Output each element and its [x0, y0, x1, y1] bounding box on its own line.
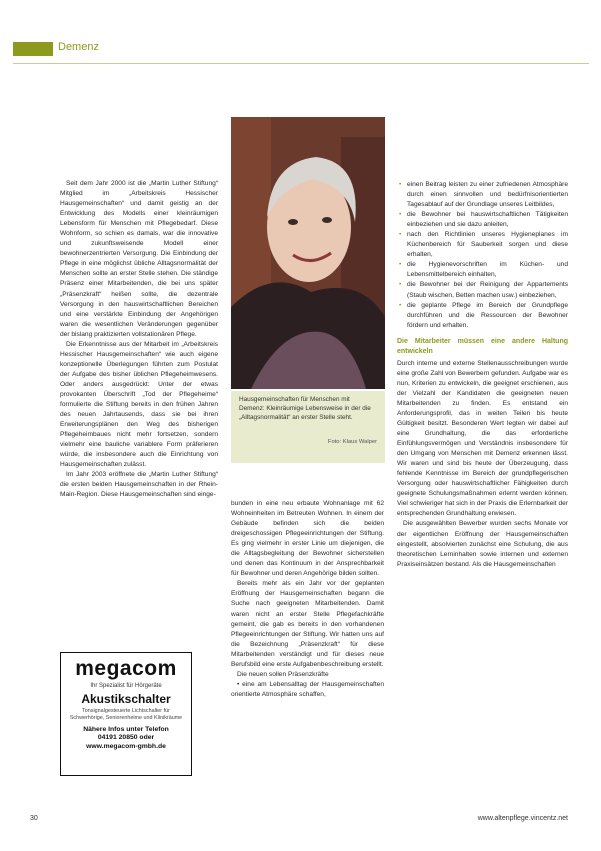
- paragraph: Die ausgewählten Bewerber wurden sechs Monate vor der eigentlichen Eröffnung der Hausgemeinschaften eingestellt, absolvierten zunächst eine Schulung, die aus theoretischen Lerninhalten sowie internen und externen Praxiseinsätzen bestand. Als die Hausgemeinschaften: [397, 520, 568, 568]
- ad-info-line: Nähere Infos unter Telefon: [83, 725, 169, 733]
- subheading: Die Mitarbeiter müssen eine andere Haltung entwickeln: [397, 337, 568, 355]
- paragraph: Bereits mehr als ein Jahr vor der geplanten Eröffnung der Hausgemeinschaften begann die Suche nach geeigneten Mitarbeitenden. Damit waren nicht an erster Stelle Pflegefachkräfte gemeint, die gab es bereits in den vorhandenen Pflegeeinrichtungen der Stiftung. Wir hatten uns auf die Bezeichnung „Präsenzkraft“ für diese Mitarbeitenden verständigt und für dieses neue Berufsbild eine erste Aufgabenbeschreibung erstellt.: [231, 580, 384, 668]
- header-divider: [13, 63, 589, 64]
- ad-product: Akustikschalter: [81, 692, 171, 706]
- footer-url: www.altenpflege.vincentz.net: [477, 815, 568, 822]
- article-column-2: [231, 499, 384, 700]
- page-number: 30: [30, 815, 38, 822]
- paragraph: bunden in eine neu erbaute Wohnanlage mit 62 Wohneinheiten im Betreuten Wohnen. In einem der Gebäude befinden sich die beiden dreigeschossigen Pflegeeinrichtungen der Stiftung. Es ging vielmehr in erster Linie um diejenigen, die die Alltagsbegleitung der Bewohner sicherstellen und denen das Kontinuum in der Ansprechbarkeit für Bewohner und deren Angehörige bilden sollten.: [231, 500, 384, 578]
- list-item: • die Bewohner bei der Reinigung der Appartements (Staub wischen, Betten machen usw.) einbeziehen,: [407, 280, 568, 300]
- ad-contact: [61, 726, 191, 752]
- ad-tagline: Ihr Spezialist für Hörgeräte: [90, 683, 162, 689]
- paragraph: • eine am Lebensalltag der Hausgemeinschaften orientierte Atmosphäre schaffen,: [231, 680, 384, 698]
- section-color-bar: [13, 42, 53, 56]
- photo-caption-box: [231, 391, 385, 463]
- article-column-1: [60, 179, 218, 501]
- photo-caption: Hausgemeinschaften für Menschen mit Demenz: Kleinräumige Lebensweise in der die „Alltagsnormalität“ an erster Stelle steht.: [239, 396, 371, 421]
- paragraph: Im Jahr 2003 eröffnete die „Martin Luther Stiftung“ die ersten beiden Hausgemeinschaften in der Rhein-Main-Region. Diese Hausgemeinschaften sind einge-: [60, 471, 218, 499]
- elderly-woman-image: [231, 117, 385, 389]
- photo-credit: Foto: Klaus Walper: [327, 439, 377, 445]
- list-item: • einen Beitrag leisten zu einer zufriedenen Atmosphäre durch einen sinnvollen und bedürfnisorientierten Tagesablauf auf der Grundlage unseres Leitbildes,: [407, 180, 568, 210]
- list-item: • nach den Richtlinien unseres Hygieneplanes im Küchenbereich für Sauberkeit sorgen und diese erhalten,: [407, 230, 568, 260]
- portrait-photo: [231, 117, 385, 389]
- paragraph: Die Erkenntnisse aus der Mitarbeit im „Arbeitskreis Hessischer Hausgemeinschaften“ wie auch eigene konzeptionelle Überlegungen führten zum Postulat der Aufgabe des bisher üblichen Pflegeheimwesens. Oder anders ausgedrückt: Unter der etwas provokanten Überschrift „Tod der Pflegeheime“ formulierte die Stiftung bereits in den frühen Jahren des neuen Jahrtausends, dass sie bei ihren Erweiterungsplänen den Weg des bisherigen Pflegeheimbaues nicht mehr fortsetzen, sondern vielmehr eine bauliche variablere Form präferieren würde, die insbesondere auch die Einrichtung von Hausgemeinschaften zulässt.: [60, 340, 218, 469]
- ad-website: www.megacom-gmbh.de: [86, 742, 166, 750]
- section-title: Demenz: [58, 41, 99, 53]
- ad-logo: megacom: [75, 657, 177, 680]
- bullet-list: [397, 180, 568, 331]
- paragraph: Durch interne und externe Stellenausschreibungen wurde eine große Zahl von Bewerbern gefunden. Aufgabe war es nun, Kriterien zu entwickeln, die geeignet erschienen, aus der Vielzahl der Kandidaten die geeigneten neuen Mitarbeitenden zu finden. Es entstand ein Anforderungsprofil, das in weiten Teilen bis heute Gültigkeit besitzt. Besonderen Wert legten wir dabei auf eine Grundhaltung, die das erforderliche Einfühlungsvermögen und Verständnis insbesondere für den Umgang von Menschen mit Demenz erkennen lässt. Wir waren und sind bis heute der Überzeugung, dass fehlende Kenntnisse im Bereich der grundpflegerischen Versorgung oder hauswirtschaftlicher Fähigkeiten durch geeignete Schulungsmaßnahmen erlernt werden können. Viel schwieriger hat sich in der Praxis die Erlernbarkeit der entsprechenden Grundhaltung erwiesen.: [397, 359, 568, 518]
- list-item: • die Hygienevorschriften im Küchen- und Lebensmittelbereich einhalten,: [407, 260, 568, 280]
- paragraph: Die neuen sollen Präsenzkräfte: [237, 670, 329, 678]
- list-item: • die geplante Pflege im Bereich der Grundpflege durchführen und die Ressourcen der Bewohner fördern und erhalten.: [407, 301, 568, 331]
- advertisement-box: [60, 652, 192, 776]
- list-item: • die Bewohner bei hauswirtschaftlichen Tätigkeiten einbeziehen und sie dazu anleiten,: [407, 210, 568, 230]
- ad-description: Tonsignalgesteuerte Lichtschalter für Schwerhörige, Seniorenheime und Klinikräume: [69, 708, 183, 722]
- article-column-3: [397, 180, 568, 570]
- ad-phone: 04191 20850 oder: [97, 734, 155, 742]
- paragraph: Seit dem Jahr 2000 ist die „Martin Luther Stiftung“ Mitglied im „Arbeitskreis Hessischer Hausgemeinschaften“ und damit geistig an der Entwicklung des Modells einer kleinräumigen Lebensform für Menschen mit Pflegebedarf. Diese Wohnform, so schien es damals, war die innovative und zukunftsweisende Modell einer bewohnerzentrierten Versorgung. Die Einbindung der Pflege in eine möglichst übliche Alltagsnormalität der Menschen sollte an erster Stelle stehen. Die ständige Präsenz einer Mitarbeitenden, die bei uns später „Präsenzkraft“ heißen sollte, die dezentrale Versorgung in den hauswirtschaftlichen Bereichen und eine verstärkte Einbindung der Angehörigen waren die wesentlichen Veränderungen gegenüber der bislang praktizierten vollstationären Pflege.: [60, 180, 218, 338]
